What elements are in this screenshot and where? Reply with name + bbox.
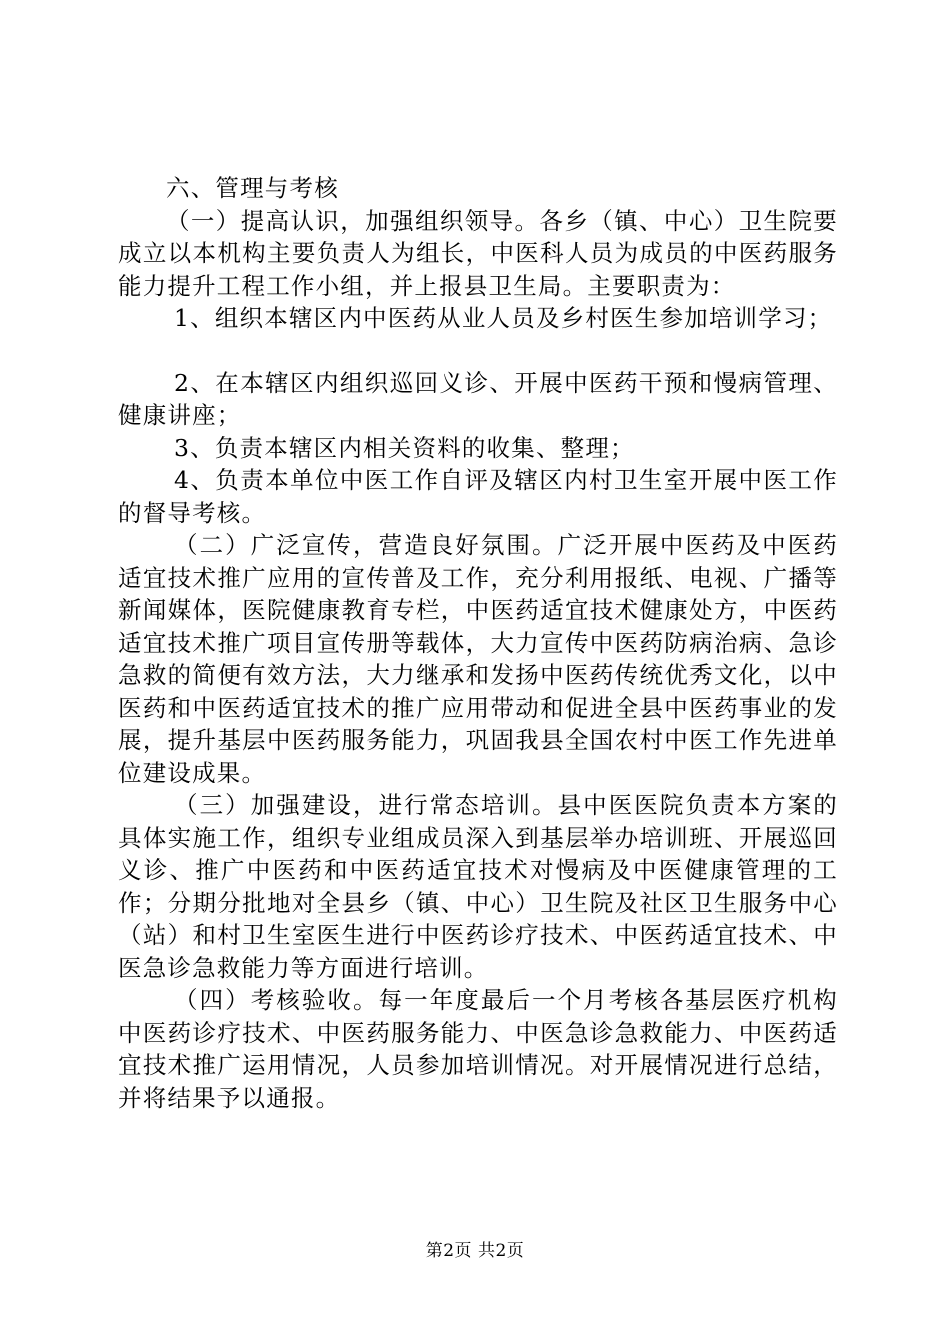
blank-line xyxy=(118,335,838,367)
paragraph-publicity: （二）广泛宣传，营造良好氛围。广泛开展中医药及中医药适宜技术推广应用的宣传普及工作，充分利用报纸、电视、广播等新闻媒体，医院健康教育专栏，中医药适宜技术健康处方，中医药适宜技术推广项目宣传册等载体，大力宣传中医药防病治病、急诊急救的简便有效方法，大力继承和发扬中医药传统优秀文化，以中医药和中医药适宜技术的推广应用带动和促进全县中医药事业的发展，提升基层中医药服务能力，巩固我县全国农村中医工作先进单位建设成果。 xyxy=(118,531,838,787)
duty-item-2: 2、在本辖区内组织巡回义诊、开展中医药干预和慢病管理、健康讲座； xyxy=(118,368,838,429)
document-body xyxy=(118,172,838,1114)
duty-item-4: 4、负责本单位中医工作自评及辖区内村卫生室开展中医工作的督导考核。 xyxy=(118,466,838,527)
duty-item-3: 3、负责本辖区内相关资料的收集、整理； xyxy=(174,433,635,462)
paragraph-organization: （一）提高认识，加强组织领导。各乡（镇、中心）卫生院要成立以本机构主要负责人为组长，中医科人员为成员的中医药服务能力提升工程工作小组，并上报县卫生局。主要职责为： xyxy=(118,206,838,300)
section-heading: 六、管理与考核 xyxy=(166,174,339,202)
page-footer: 第2页 共2页 xyxy=(425,1241,525,1261)
paragraph-assessment: （四）考核验收。每一年度最后一个月考核各基层医疗机构中医药诊疗技术、中医药服务能力、中医急诊急救能力、中医药适宜技术推广运用情况，人员参加培训情况。对开展情况进行总结，并将结果予以通报。 xyxy=(118,986,838,1112)
duty-item-1: 1、组织本辖区内中医药从业人员及乡村医生参加培训学习； xyxy=(174,304,833,332)
paragraph-training: （三）加强建设，进行常态培训。县中医医院负责本方案的具体实施工作，组织专业组成员深入到基层举办培训班、开展巡回义诊、推广中医药和中医药适宜技术对慢病及中医健康管理的工作；分期分批地对全县乡（镇、中心）卫生院及社区卫生服务中心（站）和村卫生室医生进行中医药诊疗技术、中医药适宜技术、中医急诊急救能力等方面进行培训。 xyxy=(118,791,838,982)
